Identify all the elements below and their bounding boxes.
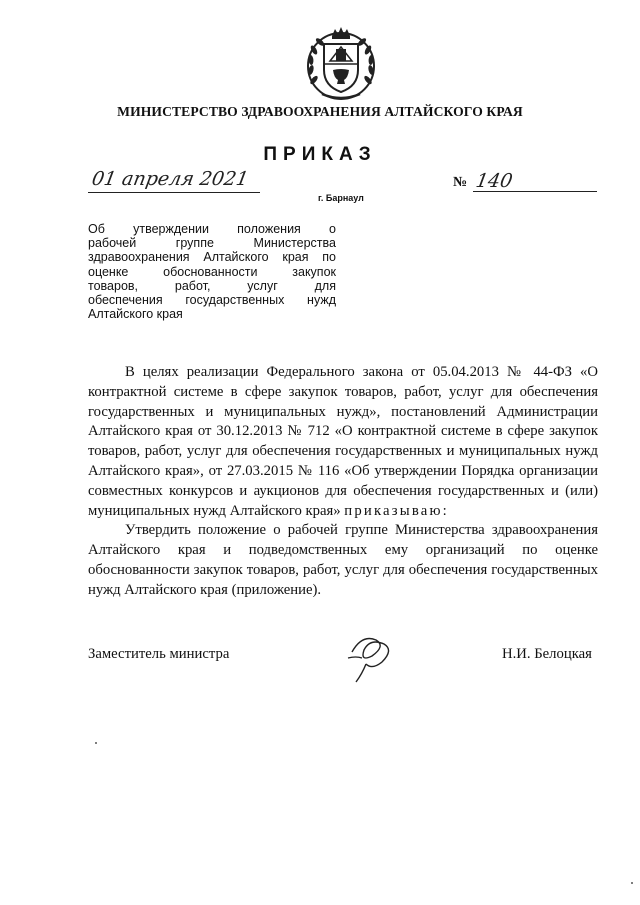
handwritten-signature xyxy=(342,628,398,686)
subject-line: Алтайского края xyxy=(88,307,183,322)
order-subject xyxy=(88,222,336,321)
subject-line: здравоохранения Алтайского края по xyxy=(88,250,336,265)
subject-line: обеспечения государственных нужд xyxy=(88,293,336,308)
number-underline xyxy=(473,191,597,192)
scan-speck xyxy=(95,742,97,744)
scan-speck xyxy=(631,882,633,884)
preamble-paragraph xyxy=(88,363,598,521)
subject-line: рабочей группе Министерства xyxy=(88,236,336,251)
handwritten-number: 140 xyxy=(474,170,515,192)
date-underline xyxy=(88,192,260,193)
signatory-name: Н.И. Белоцкая xyxy=(502,646,592,662)
ministry-name: МИНИСТЕРСТВО ЗДРАВООХРАНЕНИЯ АЛТАЙСКОГО КРАЯ xyxy=(117,104,523,119)
preamble-text: В целях реализации Федерального закона от 05.04.2013 № 44-ФЗ «О контрактной системе в сфере закупок товаров, работ, услуг для обеспечения государственных и муниципальных нужд», постановлений Администрации Алтайского края от 30.12.2013 № 712 «О контрактной системе в сфере закупок товаров, работ, услуг для обеспечения государственных и муниципальных нужд Алтайского края», от 27.03.2015 № 116 «Об утверждении Порядка организации совместных конкурсов и аукционов для обеспечения государственных и (или) муниципальных нужд Алтайского края» xyxy=(88,364,598,519)
subject-line: Об утверждении положения о xyxy=(88,222,336,236)
signatory-position: Заместитель министра xyxy=(88,646,230,662)
resolution-paragraph: Утвердить положение о рабочей группе Министерства здравоохранения Алтайского края и подведомственных ему организаций по оценке обоснованности закупок товаров, работ, услуг для обеспечения государственных нужд Алтайского края (приложение). xyxy=(88,522,598,598)
city-label: г. Барнаул xyxy=(318,193,364,203)
handwritten-date: 01 апреля 2021 xyxy=(90,168,251,190)
order-body xyxy=(88,363,598,601)
subject-line: товаров, работ, услуг для xyxy=(88,278,336,293)
document-type-title: ПРИКАЗ xyxy=(263,144,377,165)
subject-line: оценке обоснованности закупок xyxy=(88,264,336,279)
number-label: № xyxy=(453,175,468,190)
order-word: приказываю: xyxy=(344,502,449,519)
coat-of-arms-emblem xyxy=(300,22,382,104)
